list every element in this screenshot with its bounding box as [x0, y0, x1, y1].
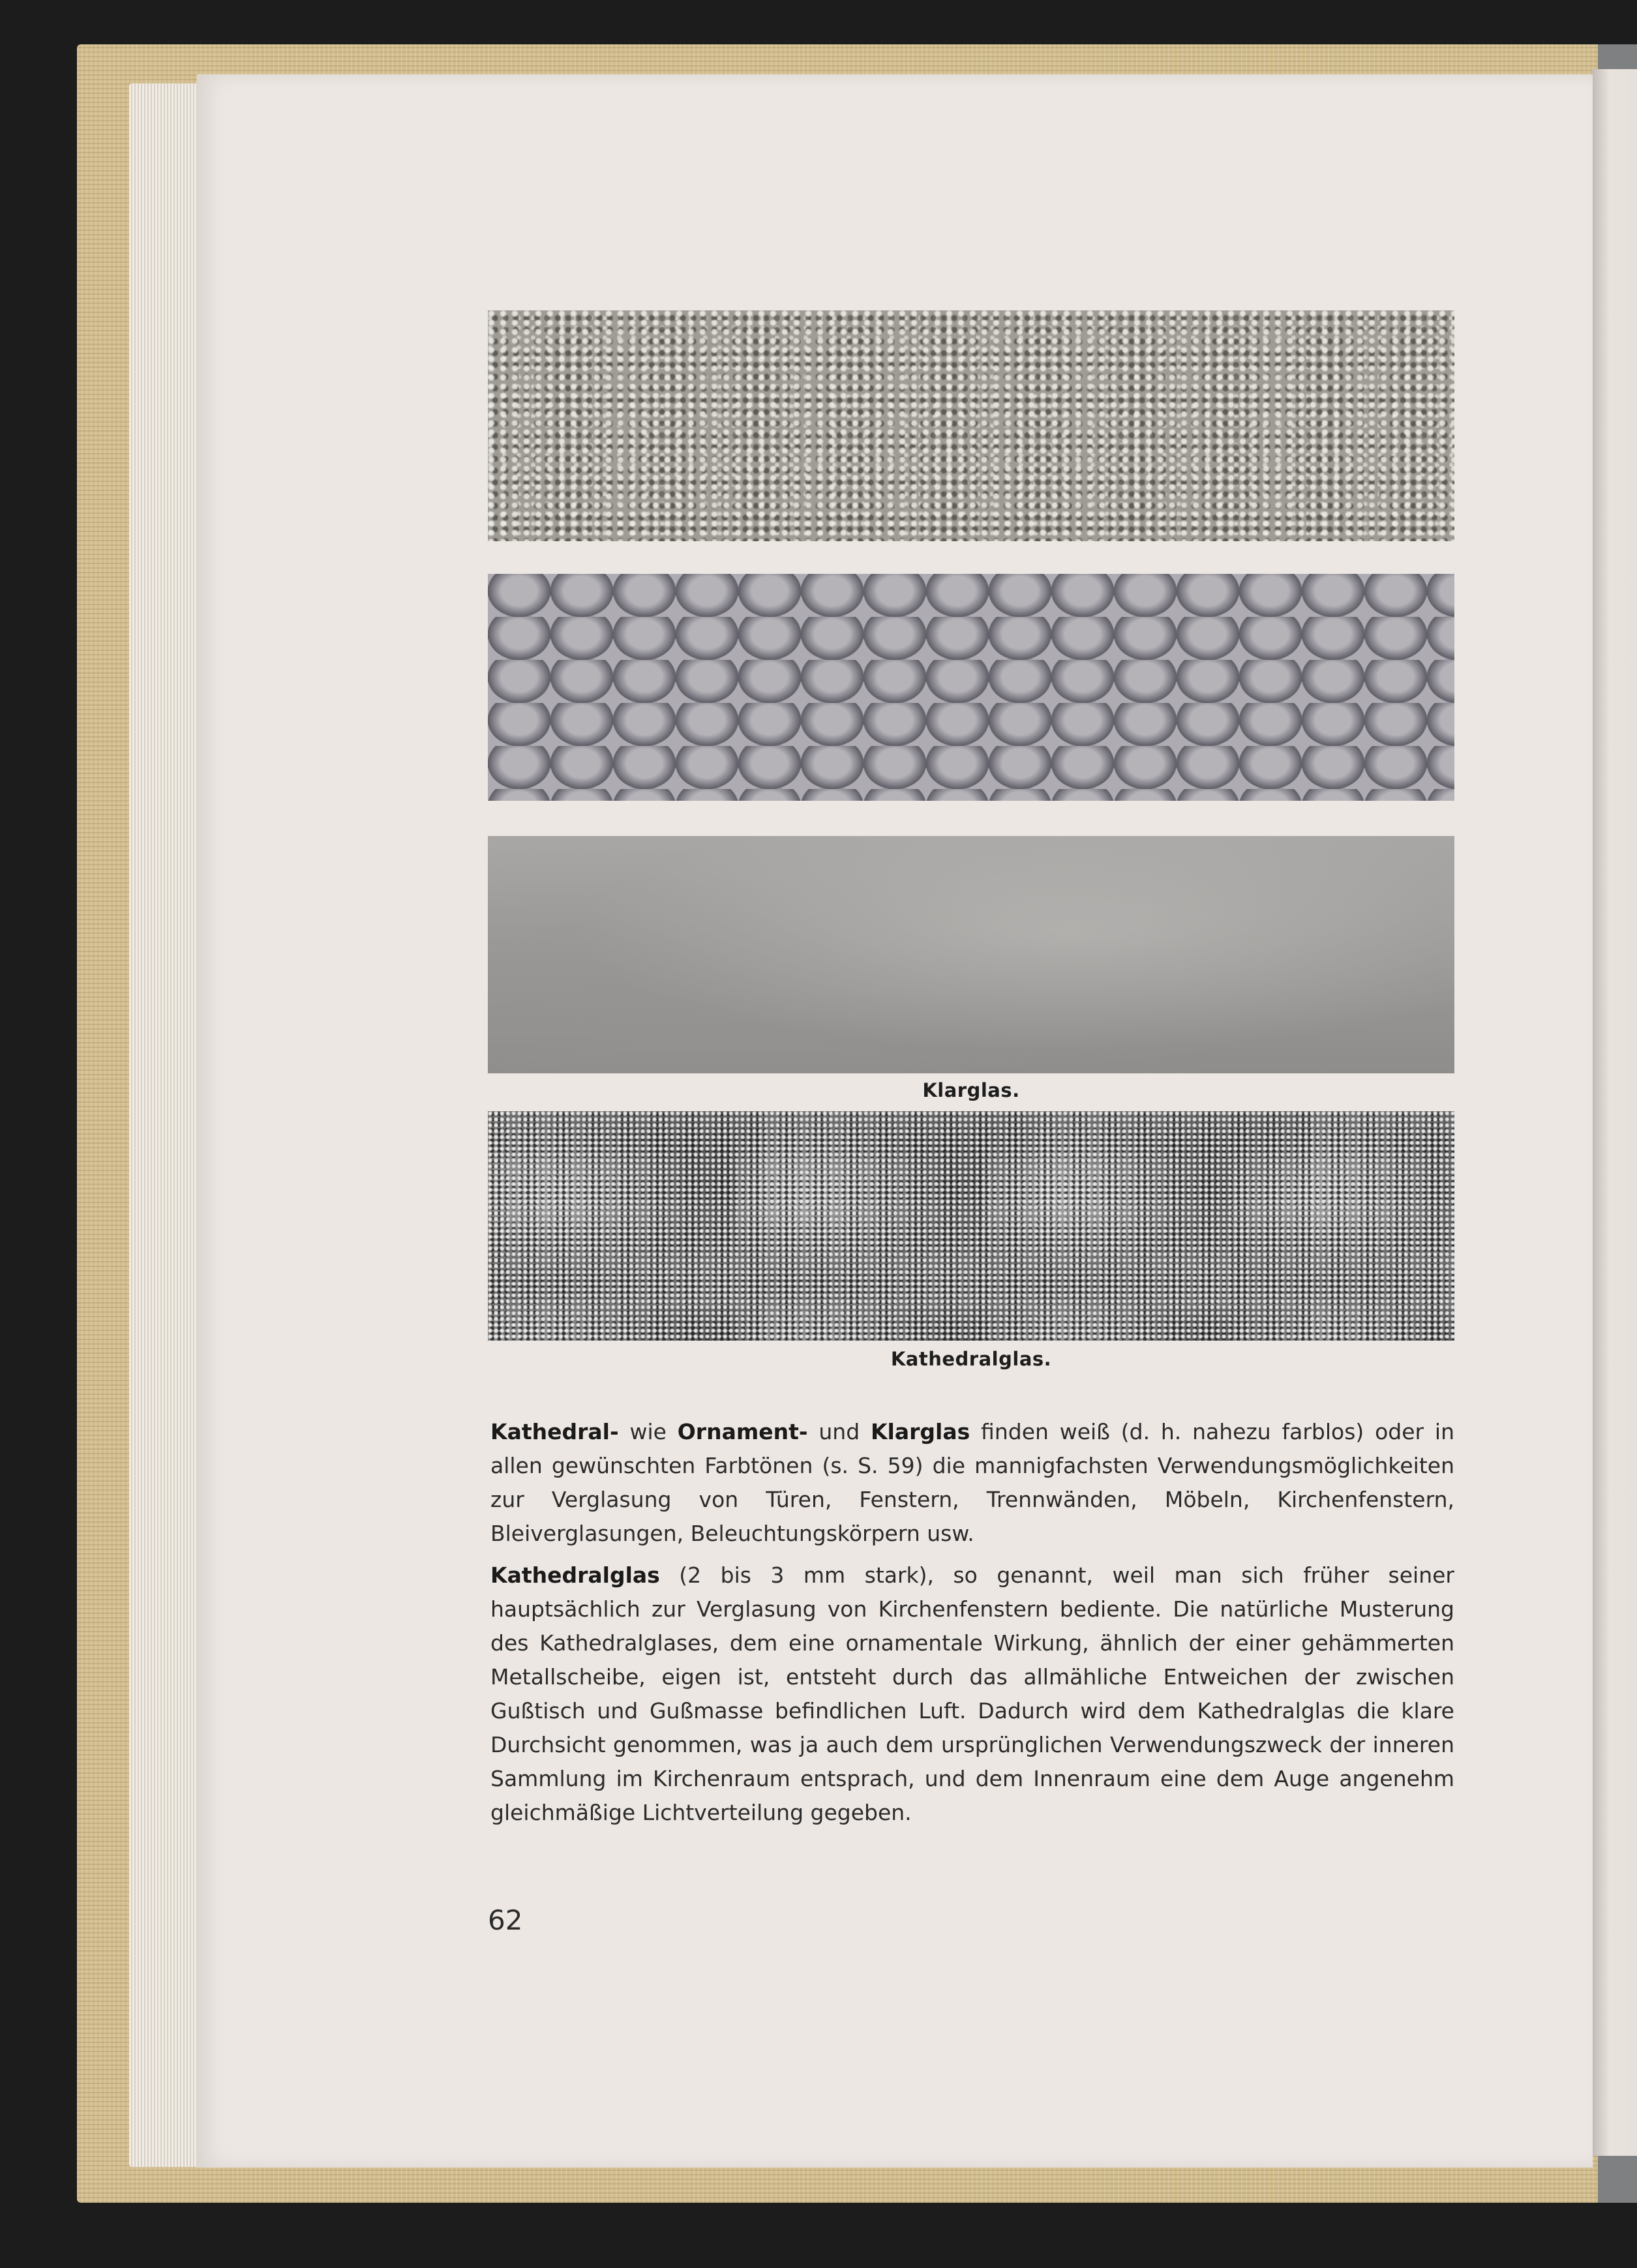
body-paragraph-2 — [490, 1559, 1454, 1830]
body-paragraph-1 — [490, 1415, 1454, 1551]
facing-page-edge — [1591, 69, 1637, 2156]
klarglas-image — [488, 836, 1454, 1073]
term-ornament: Ornament- — [677, 1419, 808, 1444]
page-number: 62 — [488, 1904, 523, 1936]
term-kathedral: Kathedral- — [490, 1419, 619, 1444]
para1-text-1: wie — [618, 1419, 678, 1444]
term-klarglas: Klarglas — [870, 1419, 970, 1444]
para1-text-2: und — [807, 1419, 871, 1444]
para2-text: (2 bis 3 mm stark), so genannt, weil man sich früher seiner hauptsächlich zur Verglasung von Kirchenfenstern bediente. Die natürliche Musterung des Kathedralglases, dem eine ornamentale Wirkung, ähnlich der einer gehämmerten Metallscheibe, eigen ist, entsteht durch das allmähliche Entweichen der zwischen Gußtisch und Gußmasse befindlichen Luft. Dadurch wird dem Kathedralglas die klare Durchsicht genommen, was ja auch dem ursprünglichen Verwendungszweck der inneren Sammlung im Kirchenraum entsprach, und dem Innenraum eine dem Auge angenehm gleichmäßige Lichtverteilung gegeben. — [490, 1562, 1454, 1825]
glass-sample-image-2 — [488, 574, 1454, 801]
kathedralglas-image — [488, 1111, 1454, 1341]
kathedralglas-caption: Kathedralglas. — [890, 1348, 1052, 1370]
klarglas-caption: Klarglas. — [922, 1079, 1020, 1101]
para1-text-3: finden weiß (d. h. nahezu farblos) oder in allen gewünschten Farbtönen (s. S. 59) die mannigfachsten Verwendungsmöglichkeiten zur Verglasung von Türen, Fenstern, Trennwänden, Möbeln, Kirchenfenstern, Bleiverglasungen, Beleuchtungskörpern usw. — [490, 1419, 1454, 1546]
glass-sample-image-1 — [488, 310, 1454, 541]
term-kathedralglas: Kathedralglas — [490, 1562, 660, 1588]
